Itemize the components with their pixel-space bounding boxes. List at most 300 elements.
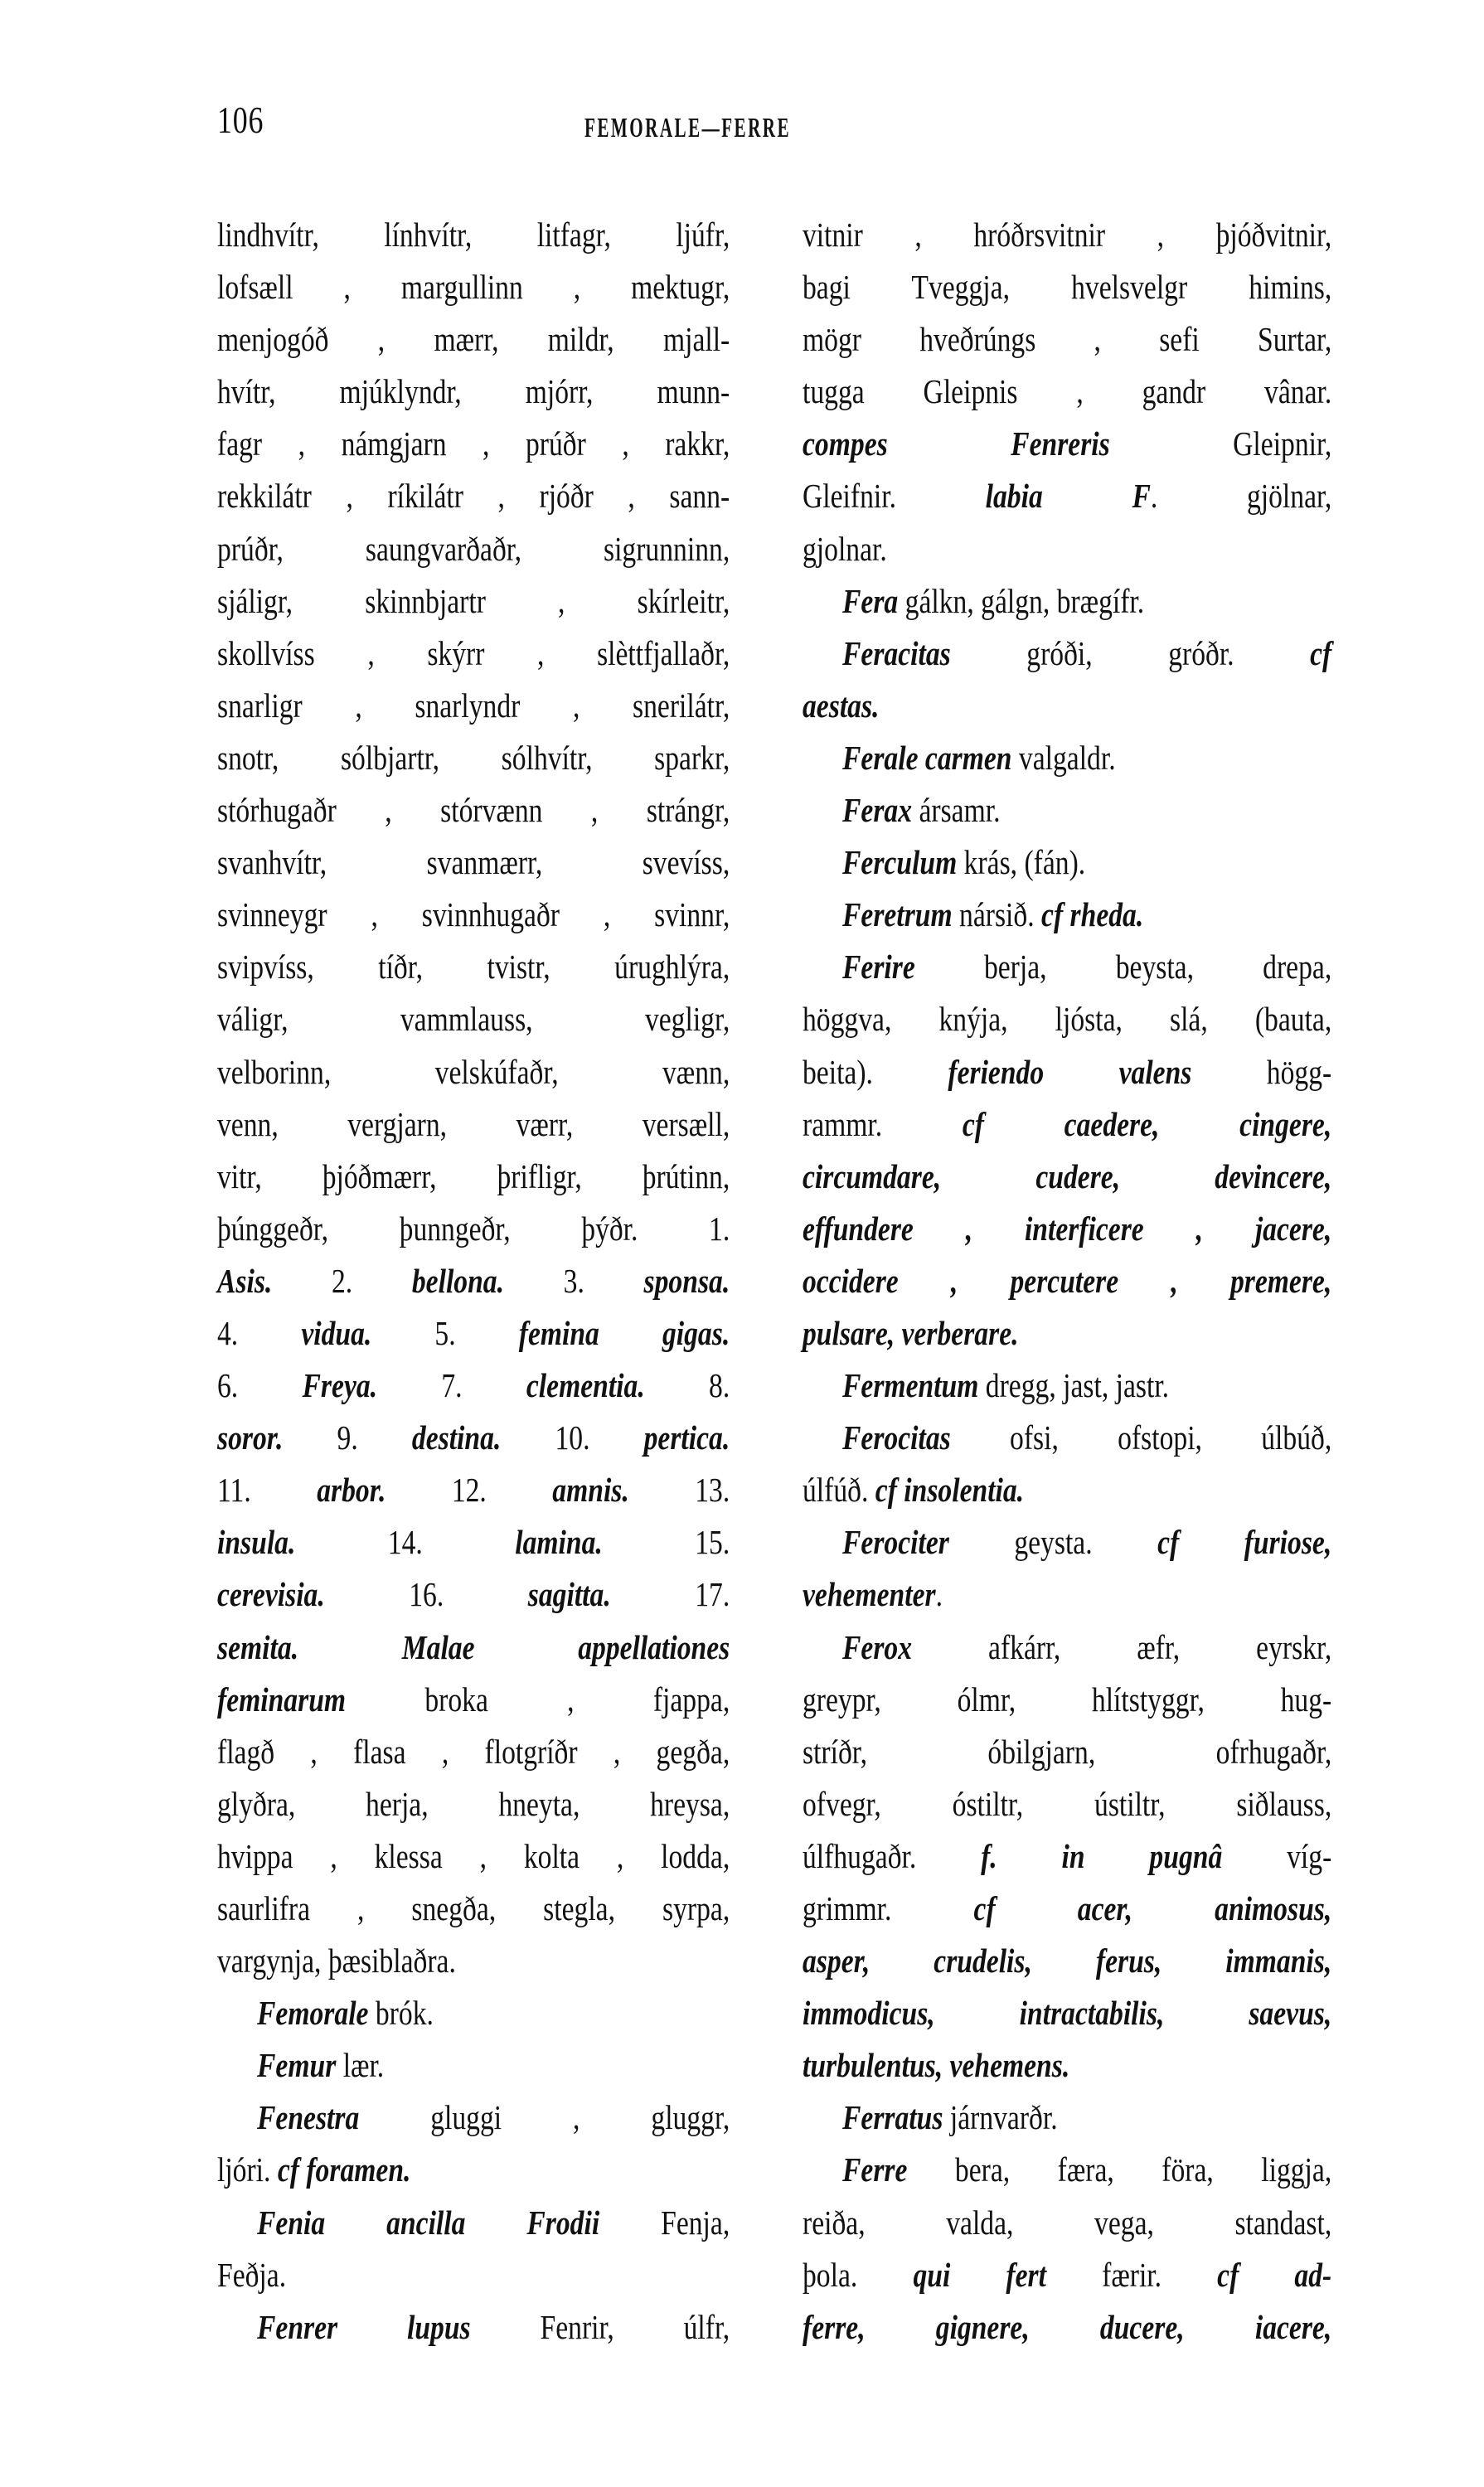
icelandic-text: víg- [1222, 1836, 1332, 1875]
icelandic-text: bagi Tveggja, hvelsvelgr himins, [803, 268, 1332, 307]
latin-term: Feracitas [842, 633, 951, 672]
latin-term: cf acer, animosus, [973, 1889, 1332, 1927]
latin-term: feriendo valens [948, 1052, 1192, 1091]
latin-term: cerevisia. [217, 1575, 325, 1614]
text-line [803, 680, 1331, 732]
icelandic-text: prúðr, saungvarðaðr, sigrunninn, [217, 529, 730, 568]
icelandic-text: 5. [371, 1313, 519, 1352]
latin-term: soror. [217, 1418, 284, 1457]
line-text [217, 313, 730, 366]
line-text [257, 2197, 730, 2249]
entry-line [217, 2092, 730, 2144]
line-text [803, 2197, 1331, 2249]
line-text [217, 1412, 730, 1464]
text-line [217, 1726, 730, 1778]
entry-line [803, 1360, 1331, 1412]
latin-term: cf ad- [1217, 2255, 1332, 2294]
line-text [842, 1622, 1331, 1674]
icelandic-text: 3. [504, 1261, 644, 1300]
line-text [803, 1674, 1331, 1726]
text-line [217, 941, 730, 993]
latin-term: cf caedere, cingere, [962, 1104, 1332, 1143]
icelandic-text: menjogóð , mærr, mildr, mjall- [217, 320, 730, 359]
icelandic-text: höggva, knýja, ljósta, slá, (bauta, [803, 1000, 1332, 1039]
entry-line [803, 784, 1331, 836]
text-line [217, 1255, 730, 1307]
text-line [803, 2249, 1331, 2301]
entry-line [803, 836, 1331, 889]
text-line [803, 470, 1331, 522]
icelandic-text: 17. [610, 1575, 730, 1614]
icelandic-text: lær. [336, 2046, 385, 2085]
icelandic-text: 9. [283, 1418, 412, 1457]
text-line [803, 1046, 1331, 1098]
line-text [217, 1778, 730, 1830]
text-line [803, 1987, 1331, 2039]
latin-term: Ferire [842, 948, 915, 987]
line-text [217, 575, 730, 628]
icelandic-text: Gleifnir. [803, 477, 986, 516]
line-text [803, 2249, 1331, 2301]
text-line [803, 1883, 1331, 1935]
icelandic-text: sjáligr, skinnbjartr , skírleitr, [217, 581, 730, 620]
icelandic-text: ársamr. [912, 791, 1001, 830]
icelandic-text: snotr, sólbjartr, sólhvítr, sparkr, [217, 738, 730, 777]
line-text [217, 1464, 730, 1516]
text-line [803, 209, 1331, 261]
icelandic-text: rammr. [803, 1104, 963, 1143]
icelandic-text: beita). [803, 1052, 948, 1091]
latin-term: bellona. [411, 1261, 505, 1300]
line-text [803, 1935, 1331, 1987]
icelandic-text: Fenrir, úlfr, [470, 2307, 730, 2346]
icelandic-text: brók. [368, 1994, 434, 2033]
line-text [803, 2301, 1331, 2354]
line-text [803, 1098, 1331, 1151]
line-text [803, 1151, 1331, 1203]
latin-term: Fenrer lupus [257, 2307, 471, 2346]
text-line [217, 1464, 730, 1516]
latin-term: Ferociter [842, 1523, 949, 1562]
text-line [803, 1098, 1331, 1151]
icelandic-text: 13. [628, 1471, 730, 1510]
entry-line [803, 732, 1331, 784]
entry-line [803, 941, 1331, 993]
icelandic-text: 10. [501, 1418, 644, 1457]
icelandic-text: greypr, ólmr, hlítstyggr, hug- [803, 1680, 1332, 1719]
text-line [217, 732, 730, 784]
text-line [803, 1464, 1331, 1516]
text-line [803, 1307, 1331, 1360]
icelandic-text: broka , fjappa, [346, 1680, 730, 1719]
icelandic-text: 11. [217, 1471, 318, 1510]
icelandic-text: högg- [1191, 1052, 1332, 1091]
text-line [217, 1151, 730, 1203]
line-text [217, 1674, 730, 1726]
latin-term: aestas. [803, 686, 880, 725]
latin-term: occidere , percutere , premere, [803, 1261, 1332, 1300]
text-line [803, 261, 1331, 313]
text-line [217, 1778, 730, 1830]
latin-term: lamina. [515, 1523, 603, 1562]
line-text [217, 1098, 730, 1151]
latin-term: semita. Malae appellationes [217, 1627, 730, 1666]
icelandic-text: Gleipnir, [1109, 424, 1332, 463]
latin-term: Freya. [302, 1366, 378, 1405]
icelandic-text: 8. [644, 1366, 730, 1405]
icelandic-text: nársið. [952, 895, 1042, 934]
icelandic-text: 2. [272, 1261, 412, 1300]
text-line [217, 366, 730, 418]
icelandic-text: velborinn, velskúfaðr, vænn, [217, 1052, 730, 1091]
text-line [803, 1203, 1331, 1255]
latin-term: asper, crudelis, ferus, immanis, [803, 1942, 1332, 1980]
text-line [803, 1935, 1331, 1987]
line-text [217, 523, 730, 575]
line-text [803, 1778, 1331, 1830]
latin-term: cf [1310, 633, 1332, 672]
line-text [803, 470, 1331, 522]
line-text [217, 1883, 730, 1935]
line-text [842, 575, 1331, 628]
text-line [217, 261, 730, 313]
text-line [217, 1307, 730, 1360]
latin-term: clementia. [526, 1366, 645, 1405]
line-text [803, 1987, 1331, 2039]
entry-line [803, 889, 1331, 941]
left-column [217, 209, 730, 2354]
icelandic-text: 16. [324, 1575, 528, 1614]
text-line [217, 784, 730, 836]
text-line [217, 680, 730, 732]
line-text [842, 1360, 1331, 1412]
line-text [217, 1307, 730, 1360]
latin-term: sagitta. [527, 1575, 611, 1614]
icelandic-text: gjolnar. [803, 529, 887, 568]
latin-term: vidua. [301, 1313, 372, 1352]
icelandic-text: reiða, valda, vega, standast, [803, 2203, 1332, 2242]
icelandic-text: stríðr, óbilgjarn, ofrhugaðr, [803, 1732, 1332, 1771]
latin-term: amnis. [552, 1471, 629, 1510]
line-text [217, 889, 730, 941]
text-line [803, 2197, 1331, 2249]
icelandic-text: ljóri. [217, 2150, 278, 2189]
icelandic-text: lindhvítr, línhvítr, litfagr, ljúfr, [217, 216, 730, 254]
latin-term: labia F [985, 477, 1151, 516]
icelandic-text: stórhugaðr , stórvænn , strángr, [217, 791, 730, 830]
text-line [217, 628, 730, 680]
line-text [217, 2249, 730, 2301]
latin-term: compes Fenreris [803, 424, 1110, 463]
line-text [803, 1046, 1331, 1098]
entry-line [217, 1987, 730, 2039]
text-line [217, 889, 730, 941]
icelandic-text: tugga Gleipnis , gandr vânar. [803, 372, 1332, 411]
icelandic-text: járnvarðr. [943, 2098, 1058, 2137]
icelandic-text: gróði, gróðr. [950, 633, 1311, 672]
entry-line [803, 1622, 1331, 1674]
icelandic-text: lofsæll , margullinn , mektugr, [217, 268, 730, 307]
line-text [257, 2039, 730, 2092]
icelandic-text: 4. [217, 1313, 302, 1352]
text-line [217, 1098, 730, 1151]
icelandic-text: flagð , flasa , flotgríðr , gegða, [217, 1732, 730, 1771]
text-line [803, 1726, 1331, 1778]
latin-term: Fenia ancilla Frodii [257, 2203, 600, 2242]
line-text [803, 261, 1331, 313]
latin-term: Femur [257, 2046, 337, 2085]
latin-term: Ferox [842, 1627, 913, 1666]
line-text [217, 1516, 730, 1568]
text-line [217, 209, 730, 261]
line-text [217, 1151, 730, 1203]
text-line [217, 1935, 730, 1987]
icelandic-text: glyðra, herja, hneyta, hreysa, [217, 1784, 730, 1823]
right-column [803, 209, 1331, 2354]
line-text [217, 680, 730, 732]
latin-term: Ferax [842, 791, 913, 830]
entry-line [803, 2144, 1331, 2196]
icelandic-text: snarligr , snarlyndr , snerilátr, [217, 686, 730, 725]
latin-term: Ferale carmen [842, 738, 1012, 777]
text-line [217, 1622, 730, 1674]
line-text [842, 941, 1331, 993]
line-text [217, 1255, 730, 1307]
line-text [257, 1987, 730, 2039]
icelandic-text: krás, (fán). [957, 843, 1086, 882]
icelandic-text: . gjölnar, [1150, 477, 1332, 516]
icelandic-text: vargynja, þæsiblaðra. [217, 1942, 456, 1980]
line-text [217, 732, 730, 784]
line-text [842, 836, 1331, 889]
text-line [217, 1674, 730, 1726]
latin-term: arbor. [317, 1471, 386, 1510]
line-text [842, 889, 1331, 941]
line-text [217, 1726, 730, 1778]
entry-line [803, 1516, 1331, 1568]
latin-term: Ferculum [842, 843, 958, 882]
icelandic-text: úlfúð. [803, 1471, 875, 1510]
latin-term: immodicus, intractabilis, saevus, [803, 1994, 1332, 2033]
line-text [803, 1726, 1331, 1778]
line-text [803, 313, 1331, 366]
icelandic-text: geysta. [948, 1523, 1158, 1562]
latin-term: pertica. [643, 1418, 730, 1457]
icelandic-text: . [935, 1575, 943, 1614]
line-text [217, 1568, 730, 1621]
icelandic-text: 7. [377, 1366, 526, 1405]
latin-term: femina gigas. [518, 1313, 730, 1352]
text-line [217, 2249, 730, 2301]
icelandic-text: skollvíss , skýrr , slèttfjallaðr, [217, 633, 730, 672]
line-text [803, 366, 1331, 418]
text-line [217, 2144, 730, 2196]
latin-term: feminarum [217, 1680, 347, 1719]
line-text [842, 628, 1331, 680]
icelandic-text: gluggi , gluggr, [359, 2098, 730, 2137]
text-line [217, 836, 730, 889]
icelandic-text: váligr, vammlauss, vegligr, [217, 1000, 730, 1039]
latin-term: Fenestra [257, 2098, 360, 2137]
latin-term: Fermentum [842, 1366, 979, 1405]
icelandic-text: 15. [602, 1523, 730, 1562]
line-text [217, 418, 730, 470]
line-text [842, 1412, 1331, 1464]
text-line [803, 1151, 1331, 1203]
line-text [217, 470, 730, 522]
icelandic-text: vitnir , hróðrsvitnir , þjóðvitnir, [803, 216, 1332, 254]
line-text [803, 1255, 1331, 1307]
line-text [803, 1568, 1331, 1621]
entry-line [803, 2092, 1331, 2144]
line-text [217, 628, 730, 680]
text-line [803, 418, 1331, 470]
line-text [803, 1203, 1331, 1255]
line-text [803, 2039, 1331, 2092]
entry-line [217, 2039, 730, 2092]
line-text [842, 1516, 1331, 1568]
icelandic-text: bera, færa, föra, liggja, [907, 2150, 1332, 2189]
text-line [803, 523, 1331, 575]
latin-term: cf rheda. [1041, 895, 1144, 934]
latin-term: pulsare, verberare. [803, 1313, 1019, 1352]
text-line [217, 1412, 730, 1464]
line-text [217, 2144, 730, 2196]
line-text [803, 680, 1331, 732]
line-text [803, 209, 1331, 261]
icelandic-text: Feðja. [217, 2255, 287, 2294]
icelandic-text: þúnggeðr, þunngeðr, þýðr. 1. [217, 1209, 730, 1248]
latin-term: vehementer [803, 1575, 936, 1614]
icelandic-text: 6. [217, 1366, 303, 1405]
line-text [803, 1464, 1331, 1516]
text-line [803, 1830, 1331, 1883]
text-line [217, 1568, 730, 1621]
latin-term: Femorale [257, 1994, 369, 2033]
text-line [217, 418, 730, 470]
entry-line [803, 628, 1331, 680]
latin-term: Ferocitas [842, 1418, 951, 1457]
text-line [803, 366, 1331, 418]
latin-term: destina. [411, 1418, 502, 1457]
line-text [257, 2092, 730, 2144]
icelandic-text: fagr , námgjarn , prúðr , rakkr, [217, 424, 730, 463]
text-line [217, 575, 730, 628]
line-text [217, 1046, 730, 1098]
latin-term: cf foramen. [277, 2150, 411, 2189]
line-text [217, 1935, 730, 1987]
page-number: 106 [217, 99, 264, 141]
icelandic-text: gálkn, gálgn, brægífr. [898, 581, 1145, 620]
line-text [217, 209, 730, 261]
line-text [217, 366, 730, 418]
text-line [803, 1674, 1331, 1726]
line-text [217, 784, 730, 836]
latin-term: circumdare, cudere, devincere, [803, 1156, 1332, 1195]
icelandic-text: rekkilátr , ríkilátr , rjóðr , sann- [217, 477, 730, 516]
latin-term: Feretrum [842, 895, 953, 934]
latin-term: Fera [842, 581, 899, 620]
latin-term: qui fert [913, 2255, 1046, 2294]
text-line [217, 1516, 730, 1568]
text-line [803, 313, 1331, 366]
latin-term: insula. [217, 1523, 296, 1562]
latin-term: ferre, gignere, ducere, iacere, [803, 2307, 1332, 2346]
text-line [217, 1360, 730, 1412]
text-line [217, 1830, 730, 1883]
line-text [217, 836, 730, 889]
latin-term: Asis. [217, 1261, 273, 1300]
text-line [803, 1255, 1331, 1307]
line-text [842, 784, 1331, 836]
icelandic-text: svinneygr , svinnhugaðr , svinnr, [217, 895, 730, 934]
line-text [217, 261, 730, 313]
icelandic-text: ofvegr, óstiltr, ústiltr, siðlauss, [803, 1784, 1332, 1823]
latin-term: turbulentus, vehemens. [803, 2046, 1070, 2085]
entry-line [803, 575, 1331, 628]
line-text [217, 993, 730, 1045]
text-line [803, 993, 1331, 1045]
latin-term: Ferre [842, 2150, 908, 2189]
line-text [842, 732, 1331, 784]
text-line [217, 1046, 730, 1098]
icelandic-text: valgaldr. [1011, 738, 1116, 777]
icelandic-text: 12. [386, 1471, 553, 1510]
line-text [217, 1203, 730, 1255]
icelandic-text: vitr, þjóðmærr, þrifligr, þrútinn, [217, 1156, 730, 1195]
entry-line [217, 2197, 730, 2249]
text-line [217, 993, 730, 1045]
line-text [803, 1830, 1331, 1883]
text-line [803, 1778, 1331, 1830]
line-text [217, 1830, 730, 1883]
text-line [803, 2301, 1331, 2354]
icelandic-text: svanhvítr, svanmærr, svevíss, [217, 843, 730, 882]
line-text [842, 2092, 1331, 2144]
icelandic-text: berja, beysta, drepa, [914, 948, 1332, 987]
text-line [217, 313, 730, 366]
icelandic-text: þola. [803, 2255, 914, 2294]
icelandic-text: svipvíss, tíðr, tvistr, úrughlýra, [217, 948, 730, 987]
line-text [217, 1622, 730, 1674]
icelandic-text: úlfhugaðr. [803, 1836, 982, 1875]
entry-line [803, 1412, 1331, 1464]
icelandic-text: afkárr, æfr, eyrskr, [912, 1627, 1332, 1666]
icelandic-text: Fenja, [599, 2203, 730, 2242]
icelandic-text: mögr hveðrúngs , sefi Surtar, [803, 320, 1332, 359]
icelandic-text: ofsi, ofstopi, úlbúð, [950, 1418, 1332, 1457]
text-line [803, 1568, 1331, 1621]
line-text [803, 1883, 1331, 1935]
latin-term: Ferratus [842, 2098, 943, 2137]
icelandic-text: grimmr. [803, 1889, 974, 1927]
line-text [257, 2301, 730, 2354]
running-head: FEMORALE—FERRE [584, 113, 792, 143]
icelandic-text: dregg, jast, jastr. [978, 1366, 1170, 1405]
latin-term: cf insolentia. [875, 1471, 1025, 1510]
entry-line [217, 2301, 730, 2354]
text-line [803, 2039, 1331, 2092]
latin-term: effundere , interficere , jacere, [803, 1209, 1332, 1248]
page-header [0, 83, 1484, 149]
icelandic-text: saurlifra , snegða, stegla, syrpa, [217, 1889, 730, 1927]
line-text [803, 418, 1331, 470]
text-line [217, 1883, 730, 1935]
text-line [217, 1203, 730, 1255]
latin-term: cf furiose, [1157, 1523, 1332, 1562]
icelandic-text: færir. [1045, 2255, 1218, 2294]
line-text [803, 1307, 1331, 1360]
